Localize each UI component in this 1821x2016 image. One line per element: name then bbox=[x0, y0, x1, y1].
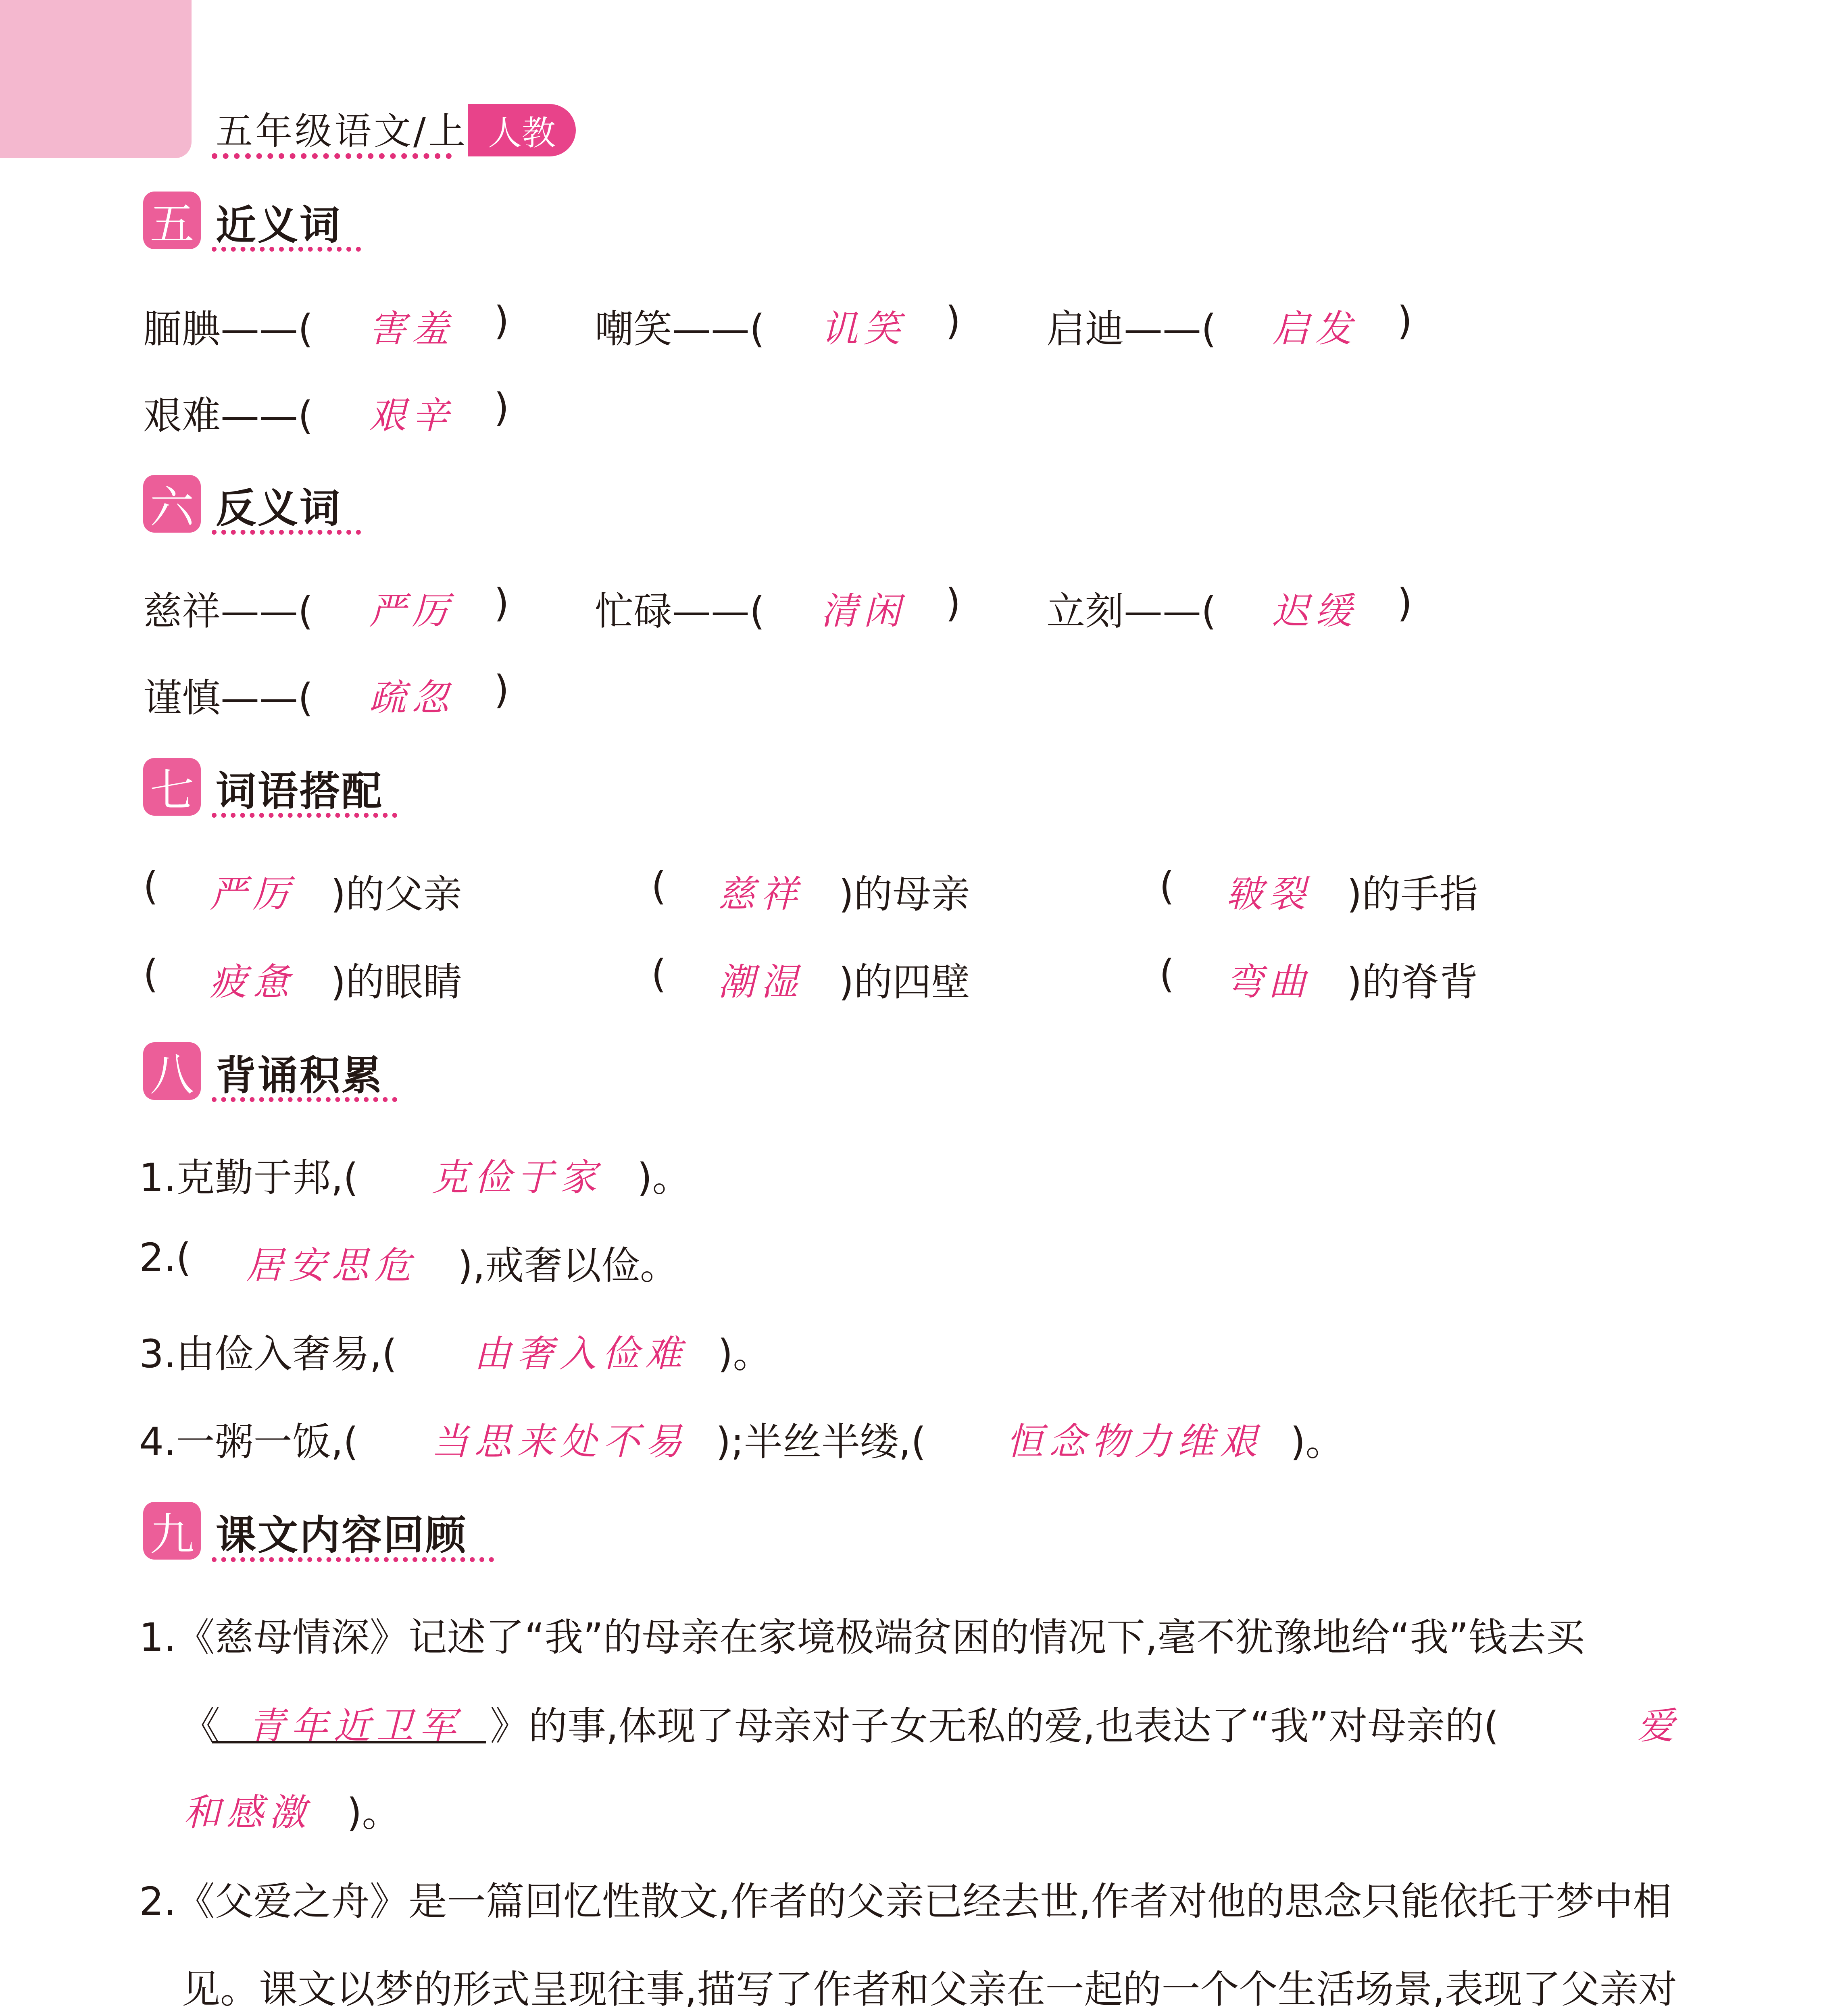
antonym-close: ) bbox=[494, 581, 509, 626]
antonym-word: 谨慎——( bbox=[143, 675, 313, 721]
review-1-line-3-end: )。 bbox=[347, 1790, 401, 1835]
antonym-close: ) bbox=[1397, 581, 1413, 626]
antonym-answer: 疏忽 bbox=[369, 676, 455, 719]
recite-line-1-answer: 克俭于家 bbox=[431, 1156, 603, 1199]
collocation-open: ( bbox=[1159, 864, 1175, 909]
collocation-open: ( bbox=[651, 864, 667, 909]
section-8-title: 背诵积累 bbox=[216, 1052, 383, 1099]
section-9-title: 课文内容回顾 bbox=[216, 1512, 467, 1559]
review-1-open-bracket: 《 bbox=[181, 1704, 220, 1749]
synonym-answer: 启发 bbox=[1272, 307, 1358, 350]
edition-badge: 人教 bbox=[468, 104, 576, 156]
recite-line-4-middle: );半丝半缕,( bbox=[716, 1419, 926, 1464]
antonym-answer: 严厉 bbox=[369, 589, 455, 633]
synonym-close: ) bbox=[494, 298, 509, 344]
collocation-open: ( bbox=[143, 952, 158, 997]
review-1-answer-2b: 和感激 bbox=[183, 1791, 312, 1834]
section-5-number: 五 bbox=[143, 192, 201, 249]
section-9-number: 九 bbox=[143, 1502, 201, 1560]
collocation-rest: )的脊背 bbox=[1347, 960, 1478, 1005]
section-5-title: 近义词 bbox=[216, 202, 342, 249]
section-6-title: 反义词 bbox=[216, 485, 342, 532]
collocation-answer: 严厉 bbox=[210, 873, 296, 916]
synonym-answer: 艰辛 bbox=[369, 394, 455, 437]
section-8-number: 八 bbox=[143, 1042, 201, 1100]
section-8-underline bbox=[212, 1097, 397, 1102]
collocation-answer: 皲裂 bbox=[1226, 873, 1312, 916]
antonym-close: ) bbox=[494, 667, 509, 712]
synonym-close: ) bbox=[1397, 298, 1413, 344]
synonym-word: 启迪——( bbox=[1046, 306, 1217, 352]
review-2-line-1: 2.《父爱之舟》是一篇回忆性散文,作者的父亲已经去世,作者对他的思念只能依托于梦中相 bbox=[139, 1879, 1672, 1924]
collocation-answer: 潮湿 bbox=[718, 960, 804, 1004]
collocation-open: ( bbox=[651, 952, 667, 997]
recite-line-4-end: )。 bbox=[1290, 1419, 1344, 1464]
book-title: 五年级语文/上 bbox=[216, 110, 468, 153]
recite-line-2-answer: 居安思危 bbox=[246, 1244, 417, 1287]
antonym-word: 慈祥——( bbox=[143, 589, 313, 634]
antonym-close: ) bbox=[946, 581, 961, 626]
collocation-rest: )的手指 bbox=[1347, 872, 1478, 917]
recite-line-2-text: 2.( bbox=[139, 1235, 192, 1280]
header-dotted-rule bbox=[212, 153, 452, 159]
section-7-number: 七 bbox=[143, 758, 201, 816]
corner-tab-decoration bbox=[0, 0, 192, 158]
antonym-word: 忙碌——( bbox=[595, 589, 765, 634]
collocation-rest: )的眼睛 bbox=[331, 960, 462, 1005]
recite-line-4-answer-2: 恒念物力维艰 bbox=[1006, 1420, 1263, 1463]
recite-line-2-end: ),戒奢以俭。 bbox=[458, 1243, 679, 1288]
recite-line-4-answer: 当思来处不易 bbox=[431, 1420, 688, 1463]
antonym-answer: 清闲 bbox=[821, 589, 906, 633]
review-2-line-2: 见。课文以梦的形式呈现往事,描写了作者和父亲在一起的一个个生活场景,表现了父亲对 bbox=[181, 1967, 1677, 2012]
review-1-answer-1: 青年近卫军 bbox=[248, 1704, 462, 1747]
recite-line-3-end: )。 bbox=[718, 1331, 772, 1377]
synonym-word: 腼腆——( bbox=[143, 306, 313, 352]
review-1-line-1: 1.《慈母情深》记述了“我”的母亲在家境极端贫困的情况下,毫不犹豫地给“我”钱去买 bbox=[139, 1615, 1585, 1660]
synonym-close: ) bbox=[494, 385, 509, 430]
synonym-close: ) bbox=[946, 298, 961, 344]
collocation-answer: 疲惫 bbox=[210, 960, 296, 1004]
section-6-number: 六 bbox=[143, 475, 201, 533]
synonym-answer: 讥笑 bbox=[821, 307, 906, 350]
collocation-open: ( bbox=[143, 864, 158, 909]
section-6-underline bbox=[212, 530, 361, 535]
recite-line-3-answer: 由奢入俭难 bbox=[474, 1332, 688, 1375]
review-1-answer-2a: 爱 bbox=[1637, 1704, 1680, 1747]
collocation-rest: )的母亲 bbox=[839, 872, 970, 917]
synonym-answer: 害羞 bbox=[369, 307, 455, 350]
synonym-word: 嘲笑——( bbox=[595, 306, 765, 352]
collocation-rest: )的四壁 bbox=[839, 960, 970, 1005]
section-7-underline bbox=[212, 813, 397, 818]
review-1-answer-underline bbox=[212, 1741, 486, 1743]
synonym-word: 艰难——( bbox=[143, 393, 313, 438]
section-7-title: 词语搭配 bbox=[216, 768, 383, 815]
recite-line-3-text: 3.由俭入奢易,( bbox=[139, 1331, 397, 1377]
section-9-underline bbox=[212, 1557, 494, 1562]
recite-line-1-text: 1.克勤于邦,( bbox=[139, 1155, 358, 1200]
recite-line-1-end: )。 bbox=[637, 1155, 691, 1200]
antonym-word: 立刻——( bbox=[1046, 589, 1217, 634]
collocation-open: ( bbox=[1159, 952, 1175, 997]
section-5-underline bbox=[212, 247, 361, 252]
review-1-line-2: 》的事,体现了母亲对子女无私的爱,也表达了“我”对母亲的( bbox=[490, 1704, 1499, 1749]
collocation-answer: 弯曲 bbox=[1226, 960, 1312, 1004]
collocation-answer: 慈祥 bbox=[718, 873, 804, 916]
recite-line-4-text: 4.一粥一饭,( bbox=[139, 1419, 358, 1464]
collocation-rest: )的父亲 bbox=[331, 872, 462, 917]
antonym-answer: 迟缓 bbox=[1272, 589, 1358, 633]
